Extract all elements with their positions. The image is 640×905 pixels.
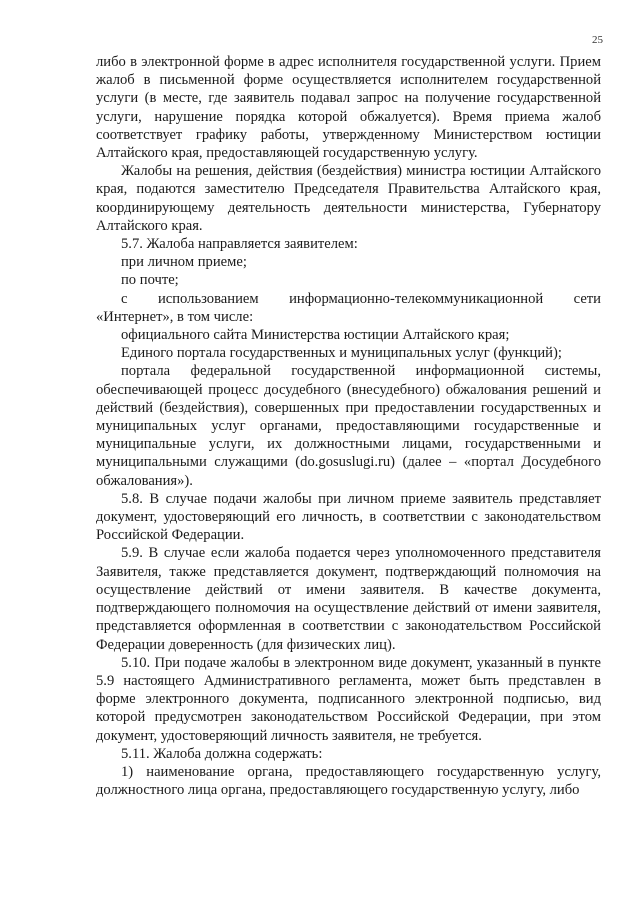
paragraph-complaints-minister: Жалобы на решения, действия (бездействия) министра юстиции Алтайского края, подаются заместителю Председателя Правительства Алтайского края, координирующему деятельность деятельности министерства, Губернатору Алтайского края. <box>96 163 601 234</box>
list-item-unified-portal: Единого портала государственных и муниципальных услуг (функций); <box>121 345 562 362</box>
list-item-federal-portal: портала федеральной государственной информационной системы, обеспечивающей процесс досудебного (внесудебного) обжалования решений и действий (бездействия), совершенных при предоставлении государственных и муниципальных услуг органами, предоставляющими государственные и муниципальные услуги, их должностными лицами, государственными и муниципальными служащими (do.gosuslugi.ru) (далее – «портал Досудебного обжалования»). <box>96 363 601 489</box>
paragraph-5-10: 5.10. При подаче жалобы в электронном виде документ, указанный в пункте 5.9 настоящего Административного регламента, может быть представлен в форме электронного документа, подписанного электронной подписью, вид которой предусмотрен законодательством Российской Федерации, при этом документ, удостоверяющий личность заявителя, не требуется. <box>96 654 601 744</box>
paragraph-5-9: 5.9. В случае если жалоба подается через уполномоченного представителя Заявителя, также представляется документ, подтверждающий полномочия на осуществление действий от имени заявителя. В качестве документа, подтверждающего полномочия на осуществление действий от имени заявителя, представляется оформленная в соответствии с законодательством Российской Федерации доверенность (для физических лиц). <box>96 545 601 653</box>
paragraph-5-8: 5.8. В случае подачи жалобы при личном приеме заявитель представляет документ, удостоверяющий его личность, в соответствии с законодательством Российской Федерации. <box>96 490 601 544</box>
list-item-in-person: при личном приеме; <box>121 254 247 271</box>
list-item-internet: с использованием информационно-телекоммуникационной сети «Интернет», в том числе: <box>96 290 601 325</box>
paragraph-5-11: 5.11. Жалоба должна содержать: <box>121 745 323 762</box>
paragraph-5-7: 5.7. Жалоба направляется заявителем: <box>121 236 358 253</box>
list-item-1: 1) наименование органа, предоставляющего государственную услугу, должностного лица органа, предоставляющего государственную услугу, либо <box>96 763 601 799</box>
page-number: 25 <box>592 34 603 46</box>
list-item-by-mail: по почте; <box>121 272 179 289</box>
paragraph-continuation: либо в электронной форме в адрес исполнителя государственной услуги. Прием жалоб в письменной форме осуществляется исполнителем государственной услуги (в месте, где заявитель подавал запрос на получение государственной услуги, нарушение порядка которой обжалуется). Время приема жалоб соответствует графику работы, утвержденному Министерством юстиции Алтайского края, предоставляющей государственную услугу. <box>96 54 601 162</box>
document-body <box>96 53 601 799</box>
list-item-ministry-site: официального сайта Министерства юстиции Алтайского края; <box>121 327 510 344</box>
